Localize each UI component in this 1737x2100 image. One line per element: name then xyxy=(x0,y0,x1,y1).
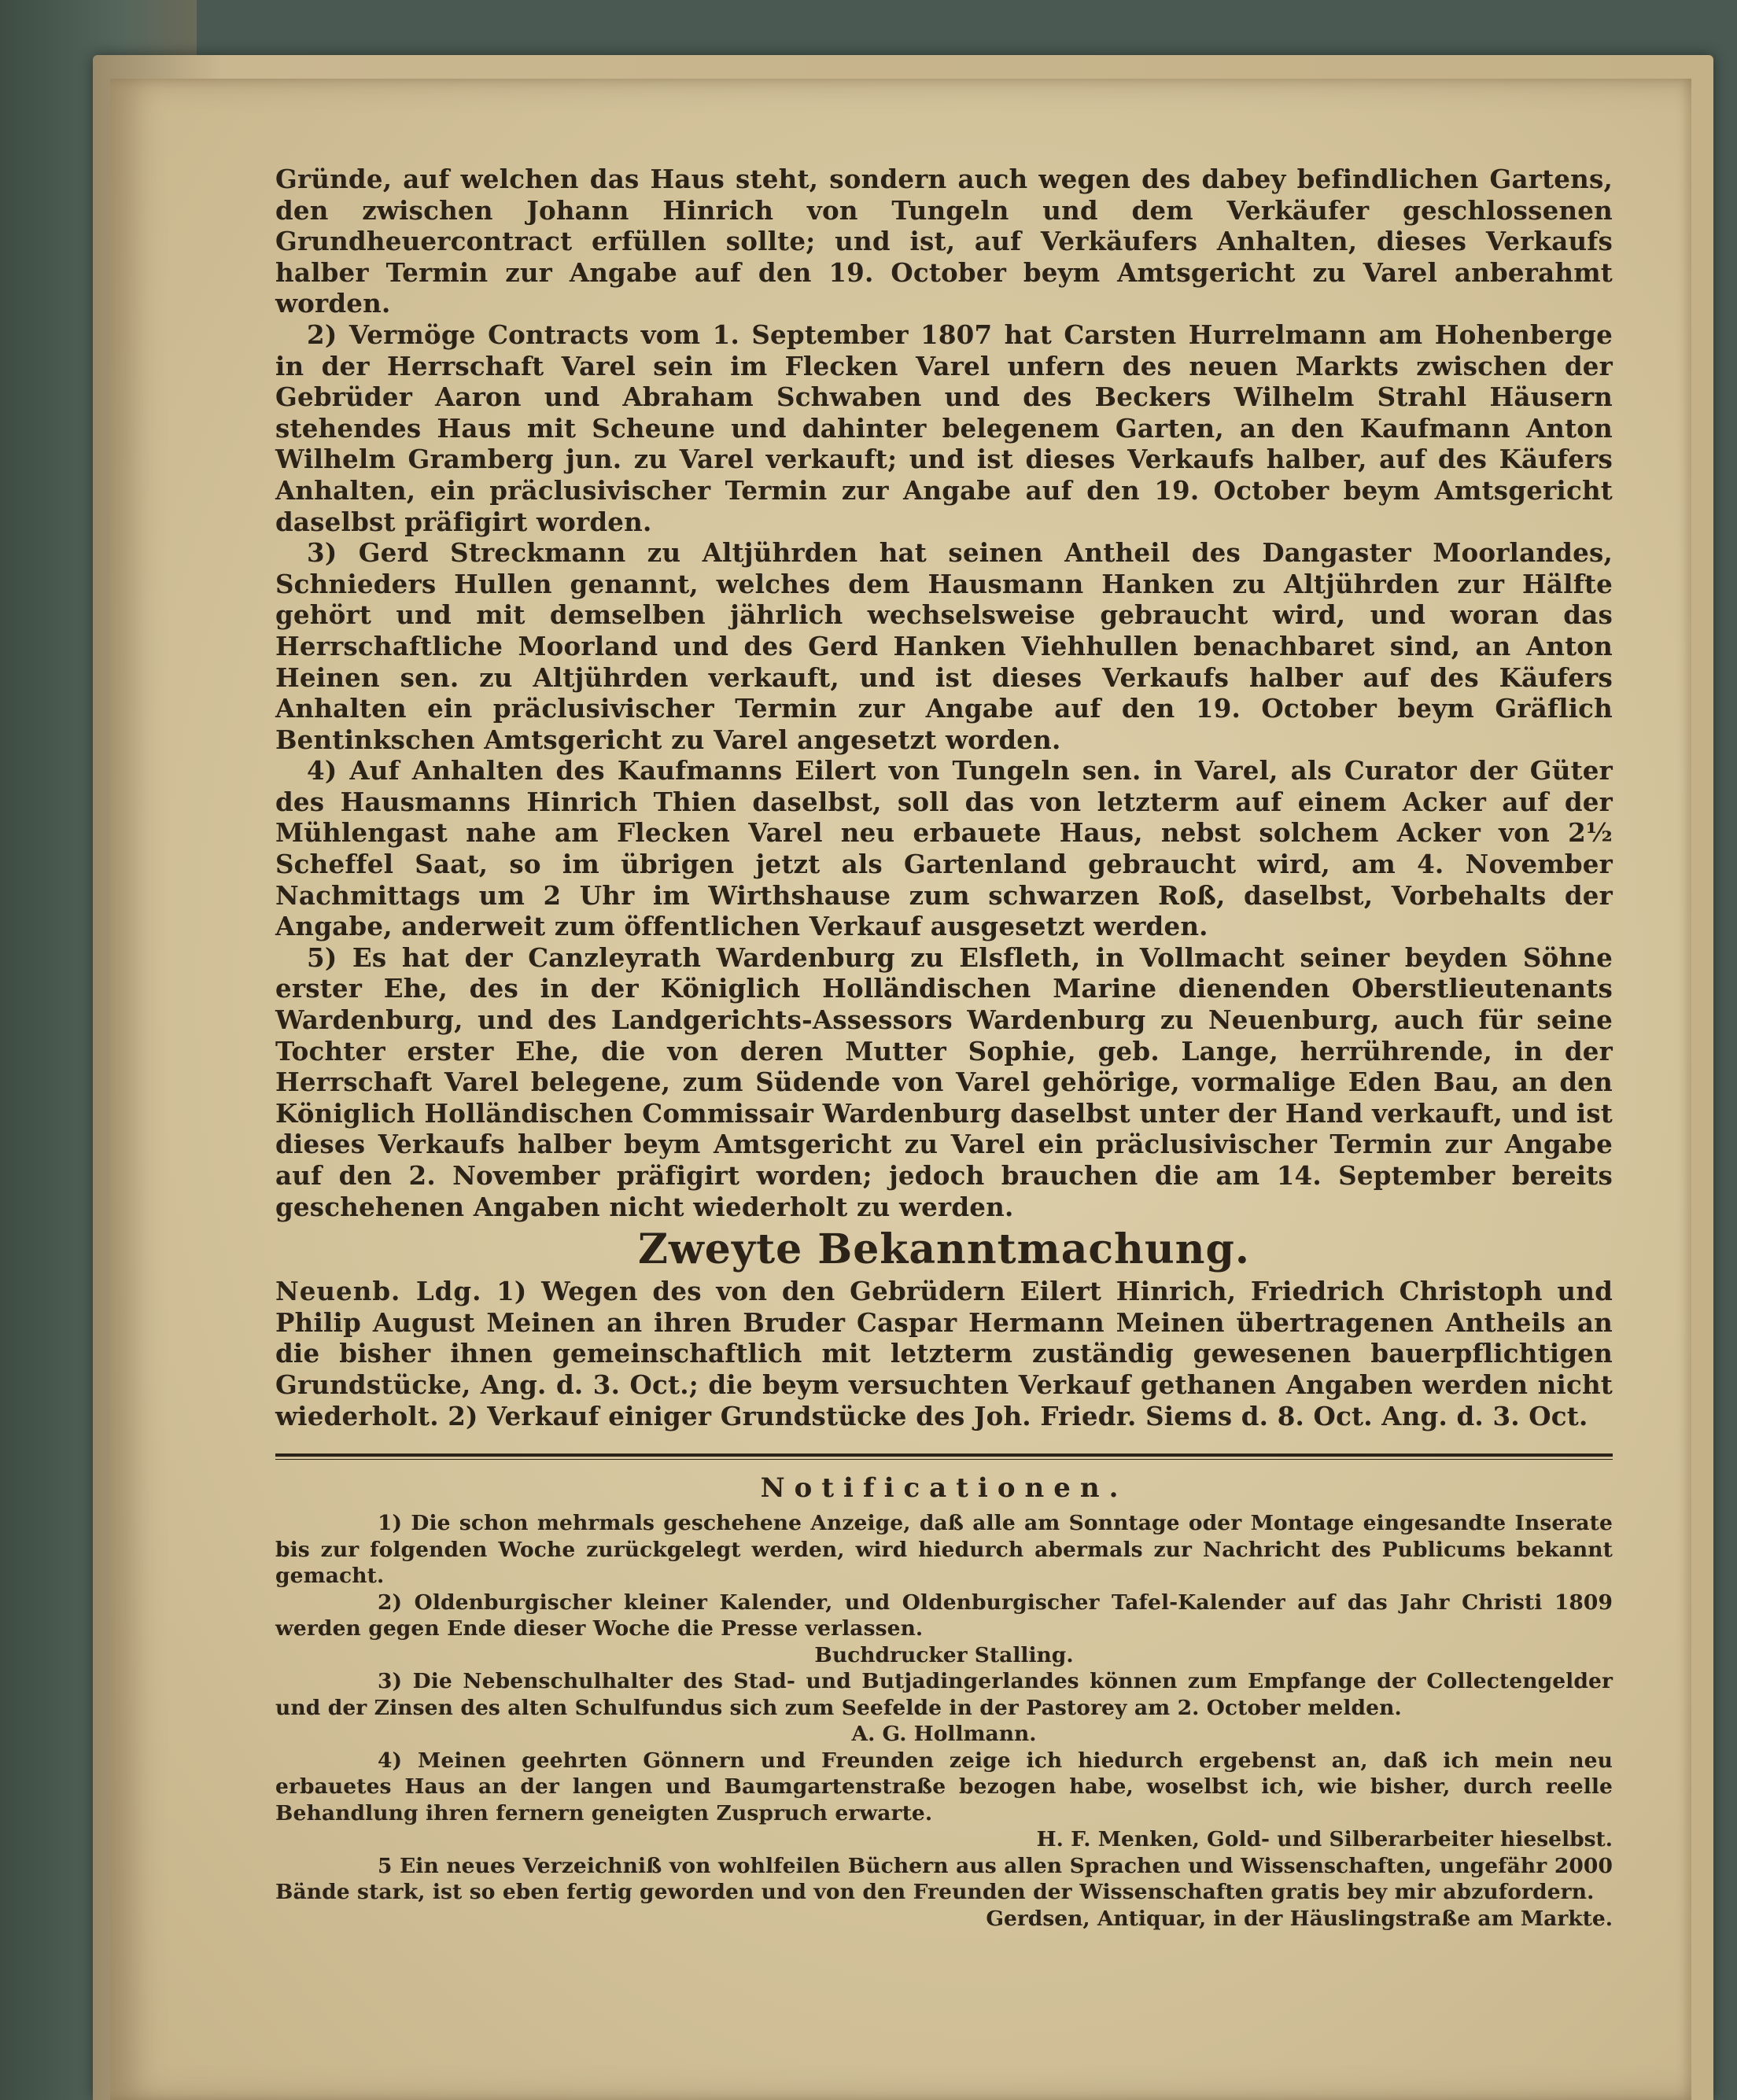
notification-3-signature: A. G. Hollmann. xyxy=(851,1722,1037,1747)
second-announcement-heading: Zweyte Bekanntmachung. xyxy=(638,1225,1250,1274)
notification-1: 1) Die schon mehrmals geschehene Anzeige, daß alle am Sonntage oder Montage eingesandte Inserate bis zur folgenden Woche zurückgelegt werden, wird hiedurch abermals zur Nachricht des Publicums bekannt gemacht. xyxy=(275,1511,1613,1589)
notification-5: 5 Ein neues Verzeichniß von wohlfeilen Büchern aus allen Sprachen und Wissenschaften, ungefähr 2000 Bände stark, ist so eben fertig geworden und von den Freunden der Wissenschaften gratis bey mir abzufordern. xyxy=(275,1853,1613,1905)
notification-3: 3) Die Nebenschulhalter des Stad- und Butjadingerlandes können zum Empfange der Collectengelder und der Zinsen des alten Schulfundus sich zum Seefelde in der Pastorey am 2. October melden. xyxy=(275,1669,1613,1720)
court-place-label: Neuenb. Ldg. xyxy=(275,1276,482,1307)
announcement-5: 5) Es hat der Canzleyrath Wardenburg zu Elsfleth, in Vollmacht seiner beyden Söhne erster Ehe, des in der Königlich Holländischen Marine dienenden Oberstlieutenants Wardenburg, und des Landgerichts-Assessors Wardenburg zu Neuenburg, auch für seine Tochter erster Ehe, die von deren Mutter Sophie, geb. Lange, herrührende, in der Herrschaft Varel belegene, zum Südende von Varel gehörige, vormalige Eden Bau, an den Königlich Holländischen Commissair Wardenburg daselbst unter der Hand verkauft, und ist dieses Verkaufs halber beym Amtsgericht zu Varel ein präclusivischer Termin zur Angabe auf den 2. November präfigirt worden; jedoch brauchen die am 14. September bereits geschehenen Angaben nicht wiederholt zu werden. xyxy=(275,941,1613,1222)
notification-4-signature: H. F. Menken, Gold- und Silberarbeiter hieselbst. xyxy=(1036,1827,1613,1852)
second-announcement-body: 1) Wegen des von den Gebrüdern Eilert Hinrich, Friedrich Christoph und Philip August Meinen an ihren Bruder Caspar Hermann Meinen übertragenen Antheils an die bisher ihnen gemeinschaftlich mit letzterm zuständig gewesenen bauerpflichtigen Grundstücke, Ang. d. 3. Oct.; die beym versuchten Verkauf gethanen Angaben werden nicht wiederholt. 2) Verkauf einiger Grundstücke des Joh. Friedr. Siems d. 8. Oct. Ang. d. 3. Oct. xyxy=(275,1276,1613,1431)
notification-5-signature: Gerdsen, Antiquar, in der Häuslingstraße am Markte. xyxy=(986,1906,1613,1931)
second-announcement-text xyxy=(275,1276,1613,1431)
announcement-continuation: Gründe, auf welchen das Haus steht, sondern auch wegen des dabey befindlichen Gartens, den zwischen Johann Hinrich von Tungeln und dem Verkäufer geschlossenen Grundheuercontract erfüllen sollte; und ist, auf Verkäufers Anhalten, dieses Verkaufs halber Termin zur Angabe auf den 19. October beym Amtsgericht zu Varel anberahmt worden. xyxy=(275,164,1613,319)
announcement-4: 4) Auf Anhalten des Kaufmanns Eilert von Tungeln sen. in Varel, als Curator der Güter des Hausmanns Hinrich Thien daselbst, soll das von letzterm auf einem Acker auf der Mühlengast nahe am Flecken Varel neu erbauete Haus, nebst solchem Acker von 2½ Scheffel Saat, so im übrigen jetzt als Gartenland gebraucht wird, am 4. November Nachmittags um 2 Uhr im Wirthshause zum schwarzen Roß, daselbst, Vorbehalts der Angabe, anderweit zum öffentlichen Verkauf ausgesetzt werden. xyxy=(275,755,1613,942)
page-text xyxy=(275,164,1613,1932)
announcement-2: 2) Vermöge Contracts vom 1. September 1807 hat Carsten Hurrelmann am Hohenberge in der Herrschaft Varel sein im Flecken Varel unfern des neuen Markts zwischen der Gebrüder Aaron und Abraham Schwaben und des Beckers Wilhelm Strahl Häusern stehendes Haus mit Scheune und dahinter belegenem Garten, an den Kaufmann Anton Wilhelm Gramberg jun. zu Varel verkauft; und ist dieses Verkaufs halber, auf des Käufers Anhalten, ein präclusivischer Termin zur Angabe auf den 19. October beym Amtsgericht daselbst präfigirt worden. xyxy=(275,319,1613,537)
notification-4: 4) Meinen geehrten Gönnern und Freunden zeige ich hiedurch ergebenst an, daß ich mein neu erbauetes Haus an der langen und Baumgartenstraße bezogen habe, woselbst ich, wie bisher, durch reelle Behandlung ihren fernern geneigten Zuspruch erwarte. xyxy=(275,1748,1613,1826)
section-divider xyxy=(275,1453,1613,1460)
announcement-3: 3) Gerd Streckmann zu Altjührden hat seinen Antheil des Dangaster Moorlandes, Schnieders Hullen genannt, welches dem Hausmann Hanken zu Altjührden zur Hälfte gehört und mit demselben jährlich wechselsweise gebraucht wird, und woran das Herrschaftliche Moorland und des Gerd Hanken Viehhullen benachbaret sind, an Anton Heinen sen. zu Altjührden verkauft, und ist dieses Verkaufs halber auf des Käufers Anhalten ein präclusivischer Termin zur Angabe auf den 19. October beym Gräflich Bentinkschen Amtsgericht zu Varel angesetzt worden. xyxy=(275,537,1613,755)
notifications-heading: Notificationen. xyxy=(760,1472,1128,1505)
notification-2-signature: Buchdrucker Stalling. xyxy=(814,1642,1074,1667)
notification-2: 2) Oldenburgischer kleiner Kalender, und Oldenburgischer Tafel-Kalender auf das Jahr Christi 1809 werden gegen Ende dieser Woche die Presse verlassen. xyxy=(275,1590,1613,1641)
